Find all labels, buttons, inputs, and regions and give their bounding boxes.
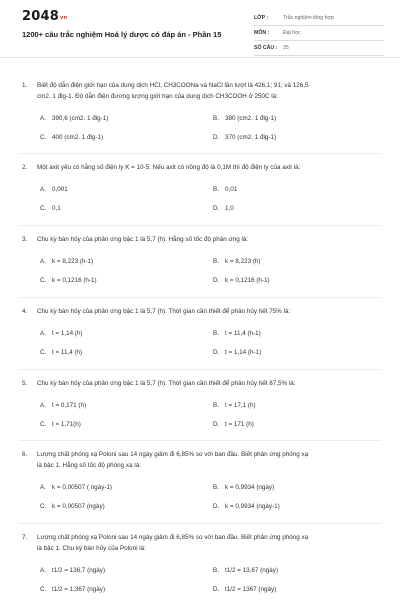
- question-number: 4.: [22, 308, 28, 315]
- option-text: t1/2 = 13,67 (ngày): [225, 567, 279, 574]
- answer-option[interactable]: [213, 329, 261, 338]
- option-letter: D.: [213, 586, 220, 593]
- option-letter: C.: [40, 205, 47, 212]
- option-text: k = 0,00507 (ngày): [52, 503, 105, 510]
- meta-row-count: [254, 44, 384, 56]
- option-text: k = 8,223 (h): [225, 258, 261, 265]
- question-text-line: cm2. 1 đlg-1. Độ dẫn điện đương lượng giới hạn của dung dịch CH3COOH ở 250C là:: [37, 93, 278, 100]
- option-letter: B.: [213, 258, 219, 265]
- answer-option[interactable]: [213, 348, 261, 357]
- option-letter: D.: [213, 277, 220, 284]
- option-letter: D.: [213, 205, 220, 212]
- option-letter: B.: [213, 567, 219, 574]
- answer-option[interactable]: [213, 204, 234, 213]
- meta-key: LỚP :: [254, 15, 269, 21]
- answer-option[interactable]: [213, 483, 274, 492]
- option-letter: B.: [213, 484, 219, 491]
- answer-option[interactable]: [213, 185, 237, 194]
- option-letter: C.: [40, 349, 47, 356]
- meta-value: Đại học: [283, 30, 301, 36]
- question-text: [37, 80, 377, 102]
- option-letter: C.: [40, 586, 47, 593]
- question-stem: [22, 532, 378, 554]
- answer-option[interactable]: [40, 276, 97, 285]
- option-text: 380 (cm2. 1 đlg-1): [225, 115, 277, 122]
- question-text: [37, 162, 377, 173]
- option-text: 1,0: [225, 205, 234, 212]
- answer-option[interactable]: [40, 483, 112, 492]
- answer-option[interactable]: [40, 185, 68, 194]
- option-text: t1/2 = 1367 (ngày): [225, 586, 277, 593]
- option-text: t = 17,1 (h): [225, 402, 256, 409]
- option-letter: D.: [213, 421, 220, 428]
- answer-option[interactable]: [40, 420, 81, 429]
- option-letter: C.: [40, 503, 47, 510]
- question-text-line: Lượng chất phóng xạ Poloni sau 14 ngày giảm đi 6,85% so với ban đầu. Biết phản ứng phóng xạ: [37, 451, 309, 458]
- option-letter: A.: [40, 330, 46, 337]
- answer-option[interactable]: [40, 401, 86, 410]
- meta-key: MÔN :: [254, 30, 270, 36]
- answer-option[interactable]: [213, 401, 256, 410]
- question-text-line: Một axit yếu có hằng số điện ly K = 10-5. Nếu axit có nồng độ là 0,1M thì độ điện ly của axit là:: [37, 164, 301, 171]
- option-letter: B.: [213, 402, 219, 409]
- option-text: t1/2 = 136,7 (ngày): [52, 567, 106, 574]
- question-text: [37, 532, 377, 554]
- option-letter: A.: [40, 186, 46, 193]
- meta-row-class: [254, 14, 384, 26]
- answer-option[interactable]: [213, 114, 276, 123]
- answer-option[interactable]: [213, 133, 276, 142]
- question-divider: [18, 523, 382, 524]
- option-text: k = 0,1216 (h-1): [225, 277, 270, 284]
- question-number: 2.: [22, 164, 28, 171]
- question-stem: [22, 449, 378, 471]
- answer-option[interactable]: [213, 502, 280, 511]
- option-letter: D.: [213, 134, 220, 141]
- option-text: k = 0,9934 (ngày-1): [225, 503, 280, 510]
- question-text-line: Chu kỳ bán hủy của phản ứng bậc 1 là 5,7 (h). Thời gian cần thiết để phân hủy hết 87,5% là:: [37, 380, 296, 387]
- question-divider: [18, 297, 382, 298]
- question-text-line: Chu kỳ bán hủy của phản ứng bậc 1 là 5,7 (h). Hằng số tốc độ phản ứng là:: [37, 236, 249, 243]
- question-number: 5.: [22, 380, 28, 387]
- answer-option[interactable]: [213, 420, 254, 429]
- option-text: k = 0,1216 (h-1): [52, 277, 97, 284]
- option-letter: C.: [40, 134, 47, 141]
- option-text: t = 171 (h): [225, 421, 254, 428]
- meta-key: SỐ CÂU :: [254, 45, 278, 51]
- answer-option[interactable]: [40, 329, 83, 338]
- option-text: t = 1,71(h): [52, 421, 81, 428]
- option-text: t = 1,14 (h): [52, 330, 83, 337]
- logo-text: 2048: [22, 9, 59, 24]
- question-text-line: là bậc 1. Chu kỳ bán hủy của Poloni là:: [37, 545, 146, 552]
- option-text: t = 11,4 (h): [52, 349, 83, 356]
- question-number: 7.: [22, 534, 28, 541]
- answer-option[interactable]: [40, 204, 61, 213]
- question-text: [37, 378, 377, 389]
- answer-option[interactable]: [40, 257, 93, 266]
- answer-option[interactable]: [213, 257, 261, 266]
- answer-option[interactable]: [213, 566, 278, 575]
- question-stem: [22, 80, 378, 102]
- logo-suffix: vn: [59, 15, 68, 21]
- option-letter: A.: [40, 258, 46, 265]
- question-text: [37, 306, 377, 317]
- option-letter: D.: [213, 503, 220, 510]
- option-letter: D.: [213, 349, 220, 356]
- meta-value: Trắc nghiệm tổng hợp: [283, 15, 334, 21]
- document-meta: [254, 14, 384, 59]
- option-text: t1/2 = 1,367 (ngày): [52, 586, 106, 593]
- question-stem: [22, 234, 378, 245]
- option-text: t = 0,171 (h): [52, 402, 87, 409]
- question-text-line: là bậc 1. Hằng số tốc độ phóng xạ là:: [37, 462, 141, 469]
- answer-option[interactable]: [40, 348, 82, 357]
- document-title: 1200+ câu trắc nghiệm Hoá lý dược có đáp án - Phần 15: [22, 30, 222, 39]
- option-letter: C.: [40, 277, 47, 284]
- question-divider: [18, 369, 382, 370]
- question-text: [37, 449, 377, 471]
- question-divider: [18, 440, 382, 441]
- question-number: 1.: [22, 82, 28, 89]
- option-letter: C.: [40, 421, 47, 428]
- option-text: 0,001: [52, 186, 68, 193]
- option-text: 400 (cm2. 1 đlg-1): [52, 134, 104, 141]
- answer-option[interactable]: [40, 566, 105, 575]
- answer-option[interactable]: [40, 585, 105, 594]
- site-logo[interactable]: [22, 9, 67, 24]
- option-text: t = 11,4 (h-1): [225, 330, 261, 337]
- question-text-line: Lượng chất phóng xạ Poloni sau 14 ngày giảm đi 6,85% so với ban đầu. Biết phản ứng phóng xạ: [37, 534, 309, 541]
- question-number: 6.: [22, 451, 28, 458]
- option-text: 0,1: [52, 205, 61, 212]
- option-text: 390,6 (cm2. 1 đlg-1): [52, 115, 109, 122]
- option-letter: A.: [40, 567, 46, 574]
- question-text-line: Biết độ dẫn điện giới hạn của dung dịch HCl, CH3COONa và NaCl lần lượt là 426,1; 91; và 126,5: [37, 82, 309, 89]
- option-text: 0,01: [225, 186, 238, 193]
- option-text: k = 8,223 (h-1): [52, 258, 94, 265]
- answer-option[interactable]: [213, 585, 276, 594]
- answer-option[interactable]: [40, 502, 105, 511]
- option-letter: A.: [40, 484, 46, 491]
- meta-row-subject: [254, 29, 384, 41]
- answer-option[interactable]: [213, 276, 270, 285]
- option-letter: A.: [40, 115, 46, 122]
- answer-option[interactable]: [40, 133, 103, 142]
- option-text: k = 0,9934 (ngày): [225, 484, 275, 491]
- document-header: [0, 0, 400, 58]
- question-divider: [18, 225, 382, 226]
- option-letter: B.: [213, 330, 219, 337]
- answer-option[interactable]: [40, 114, 108, 123]
- option-letter: B.: [213, 186, 219, 193]
- question-number: 3.: [22, 236, 28, 243]
- question-stem: [22, 306, 378, 317]
- option-text: k = 0,00507 ( ngày-1): [52, 484, 113, 491]
- question-divider: [18, 153, 382, 154]
- option-text: 370 (cm2. 1 đlg-1): [225, 134, 277, 141]
- option-letter: A.: [40, 402, 46, 409]
- option-letter: B.: [213, 115, 219, 122]
- question-stem: [22, 378, 378, 389]
- question-text-line: Chu kỳ bán hủy của phản ứng bậc 1 là 5,7 (h). Thời gian cần thiết để phân hủy hết 75% là:: [37, 308, 291, 315]
- question-stem: [22, 162, 378, 173]
- meta-value: 25: [283, 45, 289, 51]
- question-text: [37, 234, 377, 245]
- option-text: t = 1,14 (h-1): [225, 349, 262, 356]
